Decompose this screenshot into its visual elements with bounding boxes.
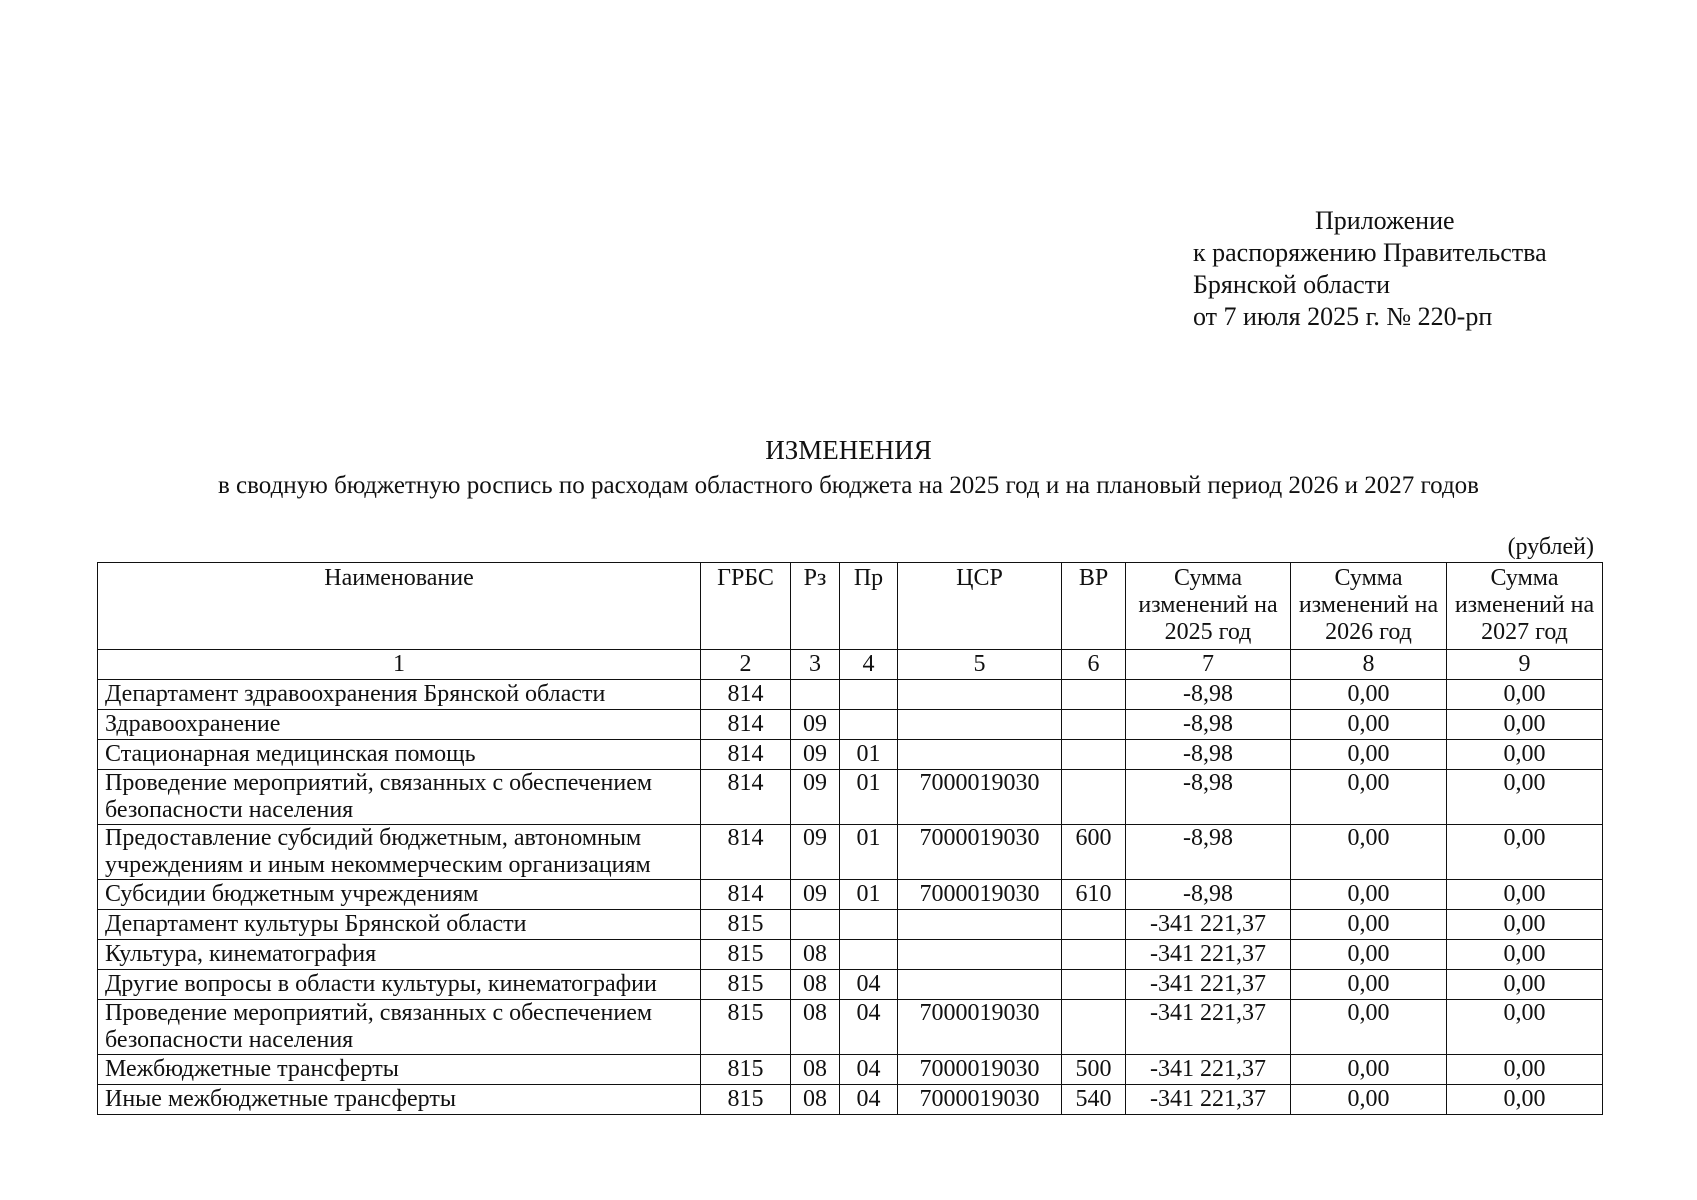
cell-pr: 01 [840, 770, 898, 825]
cell-vr: 540 [1062, 1085, 1126, 1115]
cell-sum-2025: -8,98 [1126, 710, 1291, 740]
cell-sum-2025: -341 221,37 [1126, 1085, 1291, 1115]
cell-sum-2027: 0,00 [1447, 1085, 1603, 1115]
cell-grbs: 815 [701, 910, 791, 940]
cell-sum-2025: -8,98 [1126, 740, 1291, 770]
cell-pr [840, 710, 898, 740]
cell-grbs: 815 [701, 1085, 791, 1115]
cell-grbs: 815 [701, 940, 791, 970]
cell-sum-2026: 0,00 [1291, 825, 1447, 880]
table-row [98, 825, 1603, 880]
cell-rz: 08 [791, 970, 840, 1000]
cell-rz: 09 [791, 710, 840, 740]
cell-csr: 7000019030 [898, 1055, 1062, 1085]
cell-sum-2025: -341 221,37 [1126, 1000, 1291, 1055]
cell-vr [1062, 970, 1126, 1000]
cell-sum-2027: 0,00 [1447, 1000, 1603, 1055]
document-subtitle: в сводную бюджетную роспись по расходам областного бюджета на 2025 год и на плановый период 2026 и 2027 годов [218, 472, 1479, 499]
cell-csr: 7000019030 [898, 1000, 1062, 1055]
table-row [98, 770, 1603, 825]
cell-sum-2025: -341 221,37 [1126, 940, 1291, 970]
table-body [98, 680, 1603, 1115]
cell-sum-2026: 0,00 [1291, 1000, 1447, 1055]
cell-rz: 08 [791, 1000, 840, 1055]
column-number: 6 [1062, 650, 1126, 680]
appendix-block [1193, 205, 1547, 333]
appendix-line: Брянской области [1193, 270, 1390, 299]
cell-csr [898, 710, 1062, 740]
cell-sum-2027: 0,00 [1447, 825, 1603, 880]
cell-csr: 7000019030 [898, 825, 1062, 880]
cell-sum-2026: 0,00 [1291, 910, 1447, 940]
cell-sum-2027: 0,00 [1447, 970, 1603, 1000]
cell-grbs: 815 [701, 970, 791, 1000]
column-header-sum-2025: Сумма изменений на 2025 год [1126, 563, 1291, 650]
cell-rz: 09 [791, 770, 840, 825]
cell-sum-2025: -8,98 [1126, 770, 1291, 825]
table-row [98, 880, 1603, 910]
cell-pr: 04 [840, 1055, 898, 1085]
table-row [98, 1055, 1603, 1085]
table-row [98, 1085, 1603, 1115]
appendix-date-number: от 7 июля 2025 г. № 220-рп [1193, 302, 1493, 331]
column-header-sum-2026: Сумма изменений на 2026 год [1291, 563, 1447, 650]
column-number: 1 [98, 650, 701, 680]
table-row [98, 910, 1603, 940]
cell-name: Предоставление субсидий бюджетным, автономным учреждениям и иным некоммерческим организациям [98, 825, 701, 880]
cell-name: Здравоохранение [98, 710, 701, 740]
table-header-row [98, 563, 1603, 650]
table-row [98, 970, 1603, 1000]
cell-rz: 09 [791, 880, 840, 910]
cell-grbs: 814 [701, 680, 791, 710]
cell-csr [898, 680, 1062, 710]
cell-sum-2027: 0,00 [1447, 680, 1603, 710]
cell-name: Субсидии бюджетным учреждениям [98, 880, 701, 910]
table-row [98, 940, 1603, 970]
cell-grbs: 814 [701, 740, 791, 770]
cell-name: Другие вопросы в области культуры, кинематографии [98, 970, 701, 1000]
cell-sum-2026: 0,00 [1291, 710, 1447, 740]
column-number: 3 [791, 650, 840, 680]
cell-vr: 600 [1062, 825, 1126, 880]
cell-vr [1062, 910, 1126, 940]
cell-vr [1062, 770, 1126, 825]
column-header-pr: Пр [840, 563, 898, 650]
cell-csr: 7000019030 [898, 770, 1062, 825]
cell-pr: 04 [840, 970, 898, 1000]
column-number: 7 [1126, 650, 1291, 680]
cell-name: Межбюджетные трансферты [98, 1055, 701, 1085]
column-number: 8 [1291, 650, 1447, 680]
cell-pr: 04 [840, 1085, 898, 1115]
cell-rz: 08 [791, 940, 840, 970]
cell-rz: 09 [791, 825, 840, 880]
column-header-name: Наименование [98, 563, 701, 650]
document-title: ИЗМЕНЕНИЯ [765, 435, 932, 465]
column-number: 9 [1447, 650, 1603, 680]
cell-sum-2026: 0,00 [1291, 680, 1447, 710]
cell-vr [1062, 680, 1126, 710]
cell-csr [898, 970, 1062, 1000]
cell-pr: 01 [840, 880, 898, 910]
cell-rz: 09 [791, 740, 840, 770]
cell-grbs: 815 [701, 1055, 791, 1085]
column-header-rz: Рз [791, 563, 840, 650]
cell-name: Культура, кинематография [98, 940, 701, 970]
table-row [98, 710, 1603, 740]
cell-name: Проведение мероприятий, связанных с обеспечением безопасности населения [98, 1000, 701, 1055]
table-row [98, 680, 1603, 710]
cell-pr [840, 680, 898, 710]
table-row [98, 1000, 1603, 1055]
cell-pr: 04 [840, 1000, 898, 1055]
cell-pr: 01 [840, 740, 898, 770]
cell-sum-2027: 0,00 [1447, 710, 1603, 740]
cell-sum-2025: -341 221,37 [1126, 970, 1291, 1000]
column-header-grbs: ГРБС [701, 563, 791, 650]
column-number: 5 [898, 650, 1062, 680]
cell-sum-2027: 0,00 [1447, 910, 1603, 940]
cell-vr [1062, 1000, 1126, 1055]
cell-vr [1062, 710, 1126, 740]
column-header-sum-2027: Сумма изменений на 2027 год [1447, 563, 1603, 650]
cell-rz [791, 680, 840, 710]
cell-sum-2027: 0,00 [1447, 770, 1603, 825]
cell-csr [898, 910, 1062, 940]
cell-name: Иные межбюджетные трансферты [98, 1085, 701, 1115]
appendix-line: к распоряжению Правительства [1193, 238, 1547, 267]
cell-name: Департамент культуры Брянской области [98, 910, 701, 940]
column-number: 2 [701, 650, 791, 680]
cell-sum-2026: 0,00 [1291, 1085, 1447, 1115]
cell-vr [1062, 740, 1126, 770]
table-row [98, 740, 1603, 770]
cell-sum-2025: -8,98 [1126, 880, 1291, 910]
cell-rz: 08 [791, 1055, 840, 1085]
cell-name: Проведение мероприятий, связанных с обеспечением безопасности населения [98, 770, 701, 825]
cell-sum-2026: 0,00 [1291, 1055, 1447, 1085]
budget-changes-table [97, 562, 1603, 1115]
cell-grbs: 814 [701, 710, 791, 740]
cell-sum-2027: 0,00 [1447, 940, 1603, 970]
column-header-vr: ВР [1062, 563, 1126, 650]
column-number: 4 [840, 650, 898, 680]
column-header-csr: ЦСР [898, 563, 1062, 650]
appendix-title: Приложение [1315, 206, 1455, 235]
cell-sum-2025: -341 221,37 [1126, 1055, 1291, 1085]
cell-sum-2026: 0,00 [1291, 770, 1447, 825]
cell-csr [898, 740, 1062, 770]
cell-sum-2027: 0,00 [1447, 880, 1603, 910]
column-numbers-row [98, 650, 1603, 680]
cell-vr [1062, 940, 1126, 970]
cell-sum-2026: 0,00 [1291, 970, 1447, 1000]
cell-pr: 01 [840, 825, 898, 880]
cell-rz: 08 [791, 1085, 840, 1115]
cell-sum-2025: -8,98 [1126, 680, 1291, 710]
cell-sum-2027: 0,00 [1447, 1055, 1603, 1085]
cell-sum-2027: 0,00 [1447, 740, 1603, 770]
cell-grbs: 814 [701, 880, 791, 910]
units-label: (рублей) [1507, 534, 1594, 560]
cell-vr: 610 [1062, 880, 1126, 910]
cell-sum-2025: -8,98 [1126, 825, 1291, 880]
cell-csr: 7000019030 [898, 1085, 1062, 1115]
cell-grbs: 815 [701, 1000, 791, 1055]
cell-sum-2025: -341 221,37 [1126, 910, 1291, 940]
cell-rz [791, 910, 840, 940]
cell-pr [840, 940, 898, 970]
cell-name: Департамент здравоохранения Брянской области [98, 680, 701, 710]
cell-grbs: 814 [701, 770, 791, 825]
cell-sum-2026: 0,00 [1291, 880, 1447, 910]
cell-vr: 500 [1062, 1055, 1126, 1085]
cell-pr [840, 910, 898, 940]
cell-sum-2026: 0,00 [1291, 940, 1447, 970]
cell-csr [898, 940, 1062, 970]
cell-grbs: 814 [701, 825, 791, 880]
cell-name: Стационарная медицинская помощь [98, 740, 701, 770]
cell-csr: 7000019030 [898, 880, 1062, 910]
cell-sum-2026: 0,00 [1291, 740, 1447, 770]
